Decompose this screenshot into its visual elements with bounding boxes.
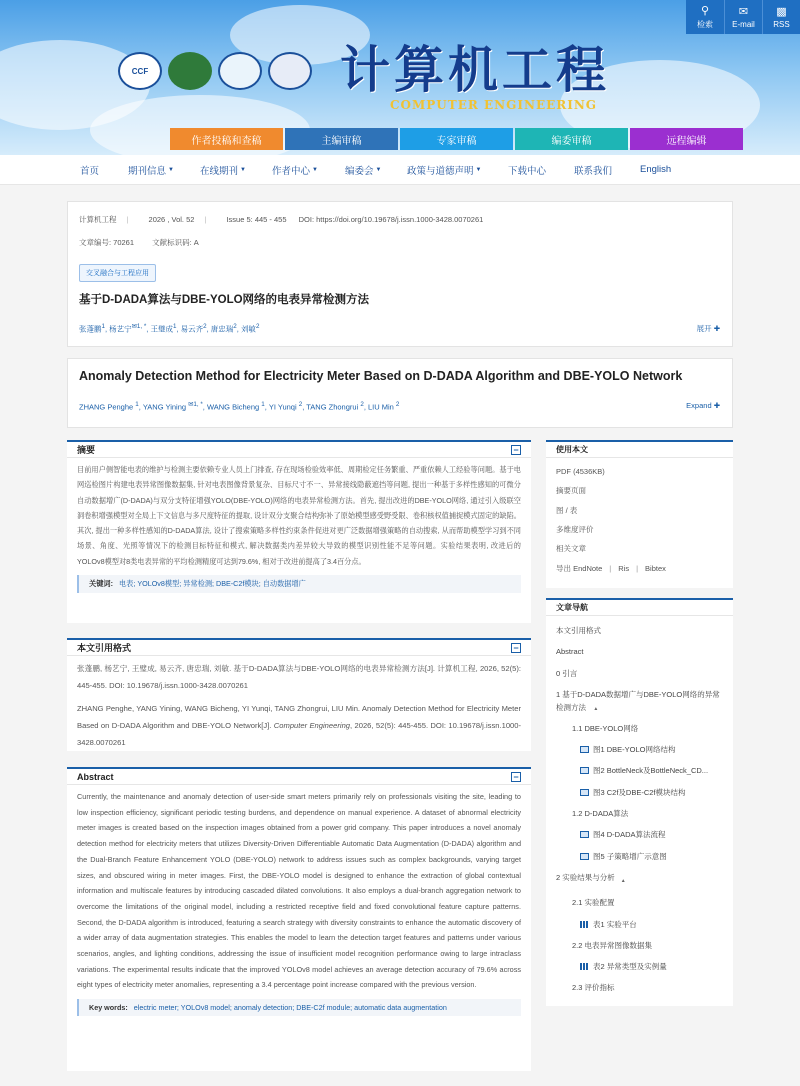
- toc-item[interactable]: [556, 896, 723, 909]
- use-article-list: [546, 458, 733, 582]
- document-code: 文献标识码: A: [152, 238, 199, 247]
- nav-journal-info[interactable]: [128, 163, 200, 177]
- affiliation-sup: 2: [255, 323, 260, 330]
- author-link[interactable]: WANG Bicheng: [206, 402, 260, 412]
- header-tools: [686, 0, 800, 34]
- toc-list: [546, 616, 733, 994]
- abstract-cn-section: [67, 440, 531, 623]
- mail-icon[interactable]: ✉: [131, 323, 137, 330]
- plus-icon: ✚: [713, 401, 720, 410]
- toc-item[interactable]: [556, 786, 723, 799]
- author-submit-button[interactable]: 作者投稿和查稿: [170, 128, 283, 150]
- ccf-logo: CCF: [118, 52, 162, 90]
- author-link[interactable]: 杨艺宁: [109, 324, 132, 334]
- keywords-list[interactable]: electric meter; YOLOv8 model; anomaly detection; DBE-C2f module; automatic data augmentation: [133, 1003, 447, 1013]
- role-buttons: [170, 128, 743, 150]
- expand-authors-cn[interactable]: [697, 323, 720, 334]
- toc-item-label: 2.1 实验配置: [572, 898, 615, 908]
- toc-item[interactable]: [556, 850, 723, 863]
- figure-icon: [580, 853, 589, 860]
- toc-item-label: 2.2 电表异常图像数据集: [572, 940, 653, 950]
- author-link[interactable]: 唐忠瑞: [210, 324, 234, 334]
- keywords-label: 关键词:: [89, 579, 113, 589]
- citation-cn: 张蓬鹏, 杨艺宁, 王璧成, 易云齐, 唐忠瑞, 刘敏. 基于D-DADA算法与DBE-YOLO网络的电表异常检测方法[J]. 计算机工程, 2026, 52(5): 445-455. DOI: 10.19678/j.issn.1000-3428.0070261: [77, 664, 521, 690]
- toc-item[interactable]: [556, 918, 723, 931]
- toc-item[interactable]: [556, 624, 723, 637]
- keywords-en: [77, 999, 521, 1016]
- search-tool-label: 检索: [697, 20, 713, 29]
- nav-label: English: [640, 164, 672, 175]
- abstract-en-text: Currently, the maintenance and anomaly detection of user-side smart meters primarily rely on professionals visiting the site, leading to low inspection efficiency, significant periodic testing burdens, and dependence on manual experience. A dataset of abnormal electricity meter images is created based on the inspection images obtained from a power grid company. This paper introduces a novel anomaly detection method for electricity meters that utilizes Diversity-Driven Differentiable Automatic Data Augmentation (D-DADA) algorithm and the Dual-Branch Feature Enhancement YOLO (DBE-YOLO) network to address issues such as complex backgrounds, varying target sizes, and obscured wiring in meter images. First, the DBE-YOLO model is designed to enhance the extraction of global contextual information and multiscale features by introducing cascaded dilated convolutions. It also employs a dual-branch aggregation network to overcome the limitations of the original model, including a restricted receptive field and fixed convolutional feature capture patterns. Second, the D-DADA algorithm is introduced, featuring a search strategy with diversity constraints to enhance the automatic discovery of a wider array of data augmentation strategies. This enables the model to learn the detection target features and patterns under various scenarios, angles, and lighting conditions, addressing the issue of insufficient model recognition performance owing to large intraclass variations. The experimental results indicate that the improved YOLOv8 model achieves an average detection accuracy of 79.6% across eight types of electricity meter anomalies, representing a 3.4 percentage point increase compared with the previous version.: [77, 792, 521, 990]
- section-header: [67, 638, 531, 656]
- keywords-label: Key words:: [89, 1003, 128, 1013]
- figure-icon: [580, 767, 589, 774]
- affiliation-sup: 2: [203, 323, 207, 330]
- toc-item-label: 2 实验结果与分析: [556, 872, 615, 882]
- citation-en-doi: , 2026, 52(5): 445-455. DOI: 10.19678/j.issn.1000-3428.0070261: [77, 721, 522, 747]
- category-tag[interactable]: [79, 264, 156, 282]
- expand-label: Expand: [686, 401, 712, 410]
- article-navigation-panel: [546, 598, 733, 1006]
- nav-editorial-board[interactable]: [345, 163, 407, 177]
- citation-en-journal: Computer Engineering: [273, 721, 351, 730]
- section-title: 使用本文: [556, 445, 588, 454]
- metrics-link[interactable]: 多维度评价: [556, 525, 594, 535]
- export-label: 导出: [556, 563, 571, 573]
- citation-en: [67, 694, 531, 751]
- nav-downloads[interactable]: [508, 163, 574, 177]
- caret-down-icon: ▼: [375, 166, 382, 173]
- toc-item[interactable]: [556, 828, 723, 841]
- affiliation-sup: 1: [261, 401, 265, 408]
- caret-down-icon: ▼: [168, 166, 174, 173]
- export-bibtex[interactable]: Bibtex: [645, 563, 666, 573]
- author-link[interactable]: 张蓬鹏: [79, 324, 102, 334]
- pdf-link[interactable]: PDF (4536KB): [556, 467, 605, 477]
- figure-icon: [580, 746, 589, 753]
- chief-editor-review-button[interactable]: 主编审稿: [285, 128, 398, 150]
- mail-icon[interactable]: ✉: [188, 401, 194, 408]
- nav-label: 政策与道德声明: [407, 165, 474, 177]
- abstract-en-section: [67, 767, 531, 1071]
- abstract-page-link[interactable]: 摘要页面: [556, 486, 586, 496]
- expand-label: 展开: [696, 324, 712, 333]
- article-info-card-en: [67, 358, 733, 428]
- email-tool[interactable]: [724, 0, 762, 34]
- author-link[interactable]: YANG Yining: [142, 402, 187, 412]
- mail-icon: ✉: [738, 6, 749, 18]
- wave-logo: [218, 52, 262, 90]
- nav-label: 联系我们: [574, 165, 613, 177]
- figures-tables-link[interactable]: 图 / 表: [556, 505, 578, 515]
- affiliation-sup: 1: [135, 401, 139, 408]
- toc-item[interactable]: [556, 871, 723, 888]
- nav-label: 下载中心: [508, 165, 547, 177]
- nav-label: 作者中心: [272, 165, 311, 177]
- toc-item[interactable]: [556, 667, 723, 680]
- keywords-cn: [77, 575, 521, 593]
- use-article-panel: [546, 440, 733, 588]
- toc-item-label: 表2 异常类型及实例量: [593, 962, 667, 972]
- caret-up-icon[interactable]: ▲: [620, 877, 626, 884]
- section-header: [546, 598, 733, 616]
- toc-item[interactable]: [556, 743, 723, 756]
- author-link[interactable]: TANG Zhongrui: [306, 402, 359, 412]
- export-endnote[interactable]: EndNote: [573, 563, 603, 573]
- caret-down-icon: ▼: [475, 166, 482, 173]
- author-link[interactable]: 王璧成: [150, 324, 173, 334]
- main-nav: [0, 155, 800, 185]
- figure-icon: [580, 831, 589, 838]
- site-header: [0, 0, 800, 155]
- section-header: [546, 440, 733, 458]
- rss-tool-label: RSS: [773, 20, 790, 29]
- toc-item-label: 2.3 评价指标: [572, 983, 615, 993]
- toc-item-label: 图5 子策略增广示意图: [593, 851, 667, 861]
- affiliation-sup: 2: [298, 401, 303, 408]
- article-number-line: [79, 237, 209, 248]
- toc-item-label: 图4 D-DADA算法流程: [593, 830, 666, 840]
- plus-icon: ✚: [713, 324, 720, 333]
- issue-pages[interactable]: Issue 5: 445 - 455: [226, 215, 287, 224]
- article-title-cn: 基于D-DADA算法与DBE-YOLO网络的电表异常检测方法: [79, 294, 370, 306]
- collapse-icon[interactable]: −: [511, 643, 521, 653]
- affiliation-sup: 2: [360, 401, 364, 408]
- related-articles-link[interactable]: 相关文章: [556, 544, 586, 554]
- citation-section: [67, 638, 531, 751]
- nav-english[interactable]: [640, 164, 700, 175]
- toc-item-label: 表1 实验平台: [593, 919, 637, 929]
- author-link[interactable]: ZHANG Penghe: [79, 402, 134, 412]
- abstract-cn-text: 目前用户侧智能电表的维护与检测主要依赖专业人员上门排查, 存在现场检验效率低、周期检定任务繁重、严重依赖人工经验等问题。基于电网巡检图片构建电表异常图像数据集, 针对电表图像背景复杂、目标尺寸不一、异常接线隐蔽遮挡等问题, 提出一种基于多样性感知的可微分自动数据增广(D-DADA)与双分支特征增强YOLO(DBE-YOLO)网络的电表异常检测方法。首先, 提出改进的DBE-YOLO网络, 通过引入级联空洞卷积增强模型对全局上下文信息与多尺度特征的提取, 设计双分支聚合结构弥补了原始模型感受野受限、卷积核权值捕捉模式固定的缺陷。其次, 提出一种多样性感知的D-DADA算法, 设计了搜索策略多样性约束条件促进对更广泛数据增强策略的自动搜索, 从而帮助模型学习到不同场景、角度、光照等情况下的检测目标特征和模式, 解决数据类内差异较大导致的模型识别性能不足等问题。实验结果表明, 改进后的YOLOv8模型对8类电表异常的平均检测精度可达到79.6%, 相对于改进前提高了3.4百分点。: [77, 465, 521, 566]
- toc-item[interactable]: [556, 807, 723, 820]
- nav-label: 首页: [80, 165, 100, 177]
- nav-policy[interactable]: [407, 163, 508, 177]
- rss-tool[interactable]: [762, 0, 800, 34]
- nav-contact[interactable]: [574, 163, 640, 177]
- category-pill: 交叉融合与工程应用: [79, 264, 156, 282]
- table-icon: [580, 963, 589, 970]
- figure-icon: [580, 789, 589, 796]
- collapse-icon[interactable]: −: [511, 445, 521, 455]
- nav-home[interactable]: [80, 163, 128, 177]
- citation-en-text: ZHANG Penghe, YANG Yining, WANG Bicheng, YI Yunqi, TANG Zhongrui, LIU Min. Anomaly Detection Method for Electricity Meter Based on D-DADA Algorithm and DBE-YOLO Network[J].: [77, 704, 521, 730]
- toc-item[interactable]: [556, 645, 723, 658]
- affiliation-sup: 1, *: [193, 401, 203, 408]
- section-title: 摘要: [77, 445, 96, 455]
- author-link[interactable]: 易云齐: [180, 324, 204, 334]
- toc-item-label: 本文引用格式: [556, 626, 601, 635]
- article-meta-line: 计算机工程 | 2026 , Vol. 52 | Issue 5: 445 - 455 DOI: https://doi.org/10.19678/j.issn.1000-3428.0070261: [79, 215, 484, 224]
- toc-item-label: 图3 C2f及DBE-C2f模块结构: [593, 787, 686, 797]
- toc-item-label: 1.2 D-DADA算法: [572, 809, 629, 819]
- affiliation-sup: 2: [233, 323, 237, 330]
- author-link[interactable]: 刘敏: [240, 324, 256, 334]
- email-tool-label: E-mail: [732, 20, 755, 29]
- search-tool[interactable]: [686, 0, 724, 34]
- affiliation-sup: 1: [101, 323, 105, 330]
- article-info-card: [67, 201, 733, 347]
- search-icon: ⚲: [700, 5, 710, 17]
- section-title: 本文引用格式: [77, 643, 132, 653]
- remote-editing-button[interactable]: 远程编辑: [630, 128, 743, 150]
- section-header: [67, 440, 531, 458]
- rss-icon: ▩: [776, 6, 787, 18]
- society-logos: [118, 52, 312, 90]
- author-link[interactable]: LIU Min: [367, 402, 394, 412]
- keywords-list[interactable]: 电表; YOLOv8模型; 异常检测; DBE-C2f模块; 自动数据增广: [118, 579, 306, 589]
- caret-down-icon: ▼: [240, 166, 246, 173]
- author-link[interactable]: YI Yunqi: [268, 402, 297, 412]
- caret-down-icon: ▼: [312, 166, 318, 173]
- section-header: [67, 767, 531, 785]
- nav-author-center[interactable]: [272, 163, 345, 177]
- toc-item[interactable]: [556, 688, 723, 716]
- toc-item[interactable]: [556, 981, 723, 994]
- authors-en: ZHANG Penghe $^1$, YANG Yining $^{✉1, *}$, WANG Bicheng $^1$, YI Yunqi $^2$, TANG Zhongrui $^2$, LIU Min $^2$: [79, 401, 400, 412]
- caret-up-icon[interactable]: ▲: [592, 705, 599, 712]
- toc-item[interactable]: [556, 764, 723, 777]
- toc-item-label: 0 引言: [556, 668, 578, 678]
- affiliation-sup: 1: [172, 323, 177, 330]
- article-number: 文章编号: 70261: [79, 238, 135, 247]
- affiliation-sup: 2: [395, 401, 400, 408]
- toc-item[interactable]: [556, 722, 723, 735]
- table-icon: [580, 921, 589, 928]
- toc-item-label: 图2 BottleNeck及BottleNeck_CD...: [593, 766, 709, 776]
- nav-label: 在线期刊: [200, 165, 239, 177]
- journal-brand-cn: 计算机工程: [340, 40, 610, 99]
- toc-item[interactable]: [556, 939, 723, 952]
- toc-item-label: 图1 DBE-YOLO网络结构: [593, 745, 676, 755]
- shanghai-logo: [268, 52, 312, 90]
- year-volume[interactable]: 2026 , Vol. 52: [148, 215, 195, 224]
- toc-item[interactable]: [556, 960, 723, 973]
- affiliation-sup: 1, *: [136, 323, 147, 330]
- board-review-button[interactable]: 编委审稿: [515, 128, 628, 150]
- toc-item-label: 1 基于D-DADA数据增广与DBE-YOLO网络的异常检测方法 ▲: [556, 689, 720, 712]
- nav-online-journal[interactable]: [200, 163, 272, 177]
- article-title-en: Anomaly Detection Method for Electricity Meter Based on D-DADA Algorithm and DBE-YOLO Network: [79, 369, 683, 383]
- institute-logo: [168, 52, 212, 90]
- section-title: Abstract: [77, 771, 114, 782]
- nav-label: 期刊信息: [128, 165, 167, 177]
- collapse-icon[interactable]: −: [511, 772, 521, 782]
- authors-cn: 张蓬鹏$^1$, 杨艺宁$^{✉1, *}$, 王璧成$^1$, 易云齐$^2$, 唐忠瑞$^2$, 刘敏$^2$: [79, 323, 260, 334]
- section-title: 文章导航: [556, 603, 588, 612]
- expert-review-button[interactable]: 专家审稿: [400, 128, 513, 150]
- journal-brand-en: COMPUTER ENGINEERING: [390, 98, 598, 112]
- nav-label: 编委会: [345, 165, 374, 177]
- expand-authors-en[interactable]: [686, 401, 720, 410]
- doi-link[interactable]: DOI: https://doi.org/10.19678/j.issn.1000-3428.0070261: [298, 215, 484, 224]
- toc-item-label: 1.1 DBE-YOLO网络: [572, 723, 639, 733]
- export-row: 导出 EndNote | Ris | Bibtex: [556, 563, 666, 573]
- toc-item-label: Abstract: [556, 647, 584, 657]
- journal-name[interactable]: 计算机工程: [79, 215, 117, 224]
- export-ris[interactable]: Ris: [618, 563, 630, 573]
